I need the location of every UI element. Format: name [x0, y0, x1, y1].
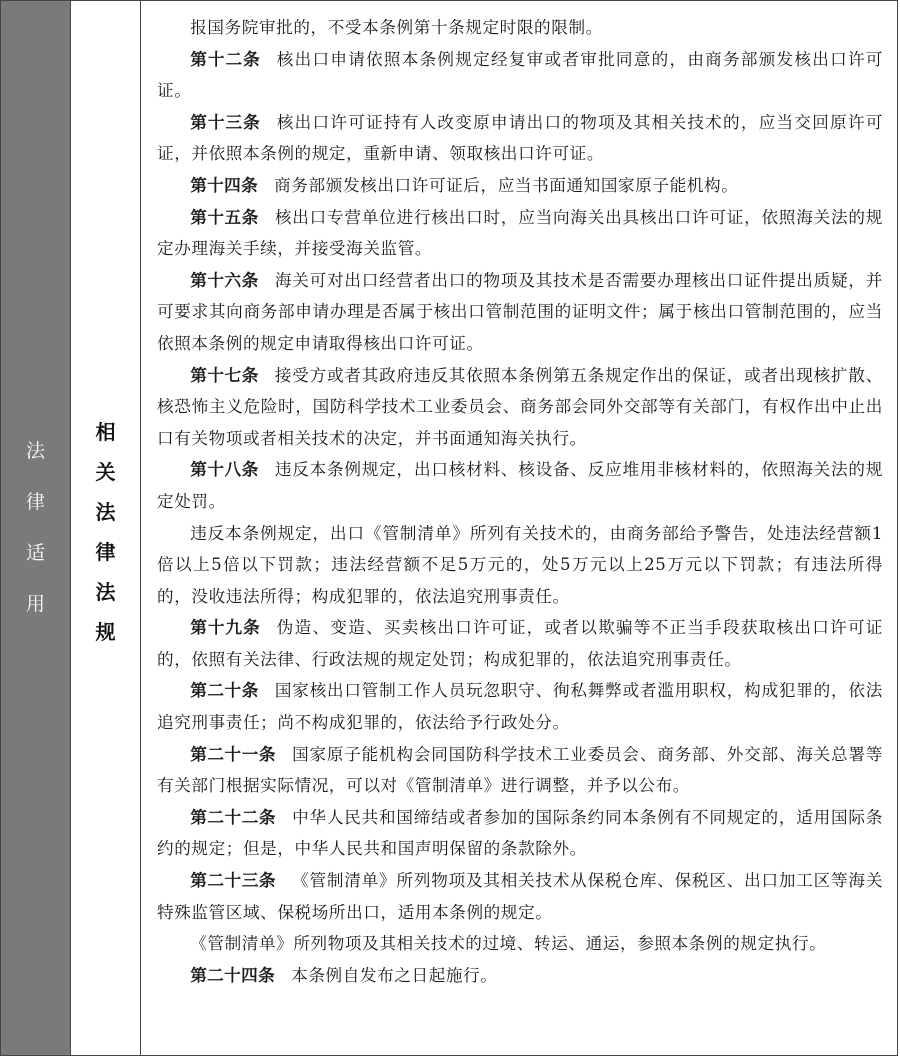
article-number: 第十九条	[190, 618, 261, 638]
article-text: 商务部颁发核出口许可证后，应当书面通知国家原子能机构。	[274, 175, 739, 195]
paragraph-text: 报国务院审批的，不受本条例第十条规定时限的限制。	[190, 18, 603, 37]
article-paragraph	[157, 454, 883, 517]
article-text: 核出口许可证持有人改变原申请出口的物项及其相关技术的，应当交回原许可证，并依照本条例的规定，重新申请、领取核出口许可证。	[157, 112, 883, 164]
paragraph	[157, 518, 883, 613]
article-text: 《管制清单》所列物项及其相关技术从保税仓库、保税区、出口加工区等海关特殊监管区域、保税场所出口，适用本条例的规定。	[157, 871, 884, 922]
subcategory-column	[71, 1, 141, 1055]
article-paragraph	[157, 360, 883, 455]
article-number: 第十二条	[190, 49, 261, 69]
article-number: 第二十一条	[190, 744, 277, 764]
article-number: 第二十四条	[190, 965, 276, 985]
category-column	[1, 1, 71, 1055]
article-paragraph	[157, 739, 883, 802]
article-text: 违反本条例规定，出口核材料、核设备、反应堆用非核材料的，依照海关法的规定处罚。	[157, 460, 883, 511]
paragraph-text: 违反本条例规定，出口《管制清单》所列有关技术的，由商务部给予警告，处违法经营额1倍以上5倍以下罚款；违法经营额不足5万元的，处5万元以上25万元以下罚款；有违法所得的，没收违法所得；构成犯罪的，依法追究刑事责任。	[157, 523, 883, 606]
category-char: 适	[25, 542, 45, 564]
subcategory-char: 关	[95, 460, 116, 484]
subcategory-char: 律	[95, 540, 116, 564]
category-char: 用	[25, 593, 45, 615]
content-column	[141, 1, 897, 1055]
subcategory-char: 法	[95, 500, 116, 524]
article-number: 第十三条	[190, 112, 261, 132]
category-label	[26, 440, 45, 616]
article-paragraph	[157, 44, 883, 107]
article-paragraph	[157, 612, 883, 675]
article-text: 本条例自发布之日起施行。	[291, 965, 498, 985]
article-paragraph	[157, 675, 883, 738]
article-text: 伪造、变造、买卖核出口许可证，或者以欺骗等不正当手段获取核出口许可证的，依照有关法律、行政法规的规定处罚；构成犯罪的，依法追究刑事责任。	[157, 618, 883, 669]
article-paragraph	[157, 265, 883, 360]
article-number: 第二十条	[190, 681, 259, 701]
article-paragraph	[157, 802, 883, 865]
article-paragraph	[157, 202, 883, 265]
paragraph-text: 《管制清单》所列物项及其相关技术的过境、转运、通运，参照本条例的规定执行。	[190, 934, 827, 954]
subcategory-label	[96, 420, 116, 644]
article-number: 第十七条	[190, 365, 259, 385]
article-number: 第十六条	[190, 270, 259, 290]
article-text: 中华人民共和国缔结或者参加的国际条约同本条例有不同规定的，适用国际条约的规定；但是，中华人民共和国声明保留的条款除外。	[157, 807, 884, 859]
article-paragraph	[157, 170, 883, 202]
category-char: 法	[25, 440, 45, 462]
article-number: 第十四条	[190, 175, 259, 195]
article-text: 接受方或者其政府违反其依照本条例第五条规定作出的保证，或者出现核扩散、核恐怖主义危险时，国防科学技术工业委员会、商务部会同外交部等有关部门，有权作出中止出口有关物项或者相关技术的决定，并书面通知海关执行。	[157, 365, 883, 448]
article-number: 第二十二条	[190, 807, 277, 827]
article-number: 第十八条	[190, 460, 259, 480]
paragraph	[157, 928, 883, 960]
article-text: 国家原子能机构会同国防科学技术工业委员会、商务部、外交部、海关总署等有关部门根据实际情况，可以对《管制清单》进行调整，并予以公布。	[157, 744, 884, 796]
article-number: 第十五条	[190, 207, 259, 227]
subcategory-char: 规	[95, 620, 116, 644]
article-text: 国家核出口管制工作人员玩忽职守、徇私舞弊或者滥用职权，构成犯罪的，依法追究刑事责任；尚不构成犯罪的，依法给予行政处分。	[157, 681, 883, 733]
category-char: 律	[25, 491, 45, 513]
article-paragraph	[157, 107, 883, 170]
subcategory-char: 相	[95, 420, 116, 444]
article-number: 第二十三条	[190, 871, 277, 891]
article-paragraph	[157, 960, 883, 992]
article-paragraph	[157, 865, 883, 928]
article-text: 核出口申请依照本条例规定经复审或者审批同意的，由商务部颁发核出口许可证。	[157, 49, 883, 101]
paragraph	[157, 12, 883, 44]
subcategory-char: 法	[95, 580, 116, 604]
article-text: 海关可对出口经营者出口的物项及其技术是否需要办理核出口证件提出质疑，并可要求其向商务部申请办理是否属于核出口管制范围的证明文件；属于核出口管制范围的，应当依照本条例的规定申请取得核出口许可证。	[157, 270, 883, 353]
article-text: 核出口专营单位进行核出口时，应当向海关出具核出口许可证，依照海关法的规定办理海关手续，并接受海关监管。	[157, 207, 883, 259]
